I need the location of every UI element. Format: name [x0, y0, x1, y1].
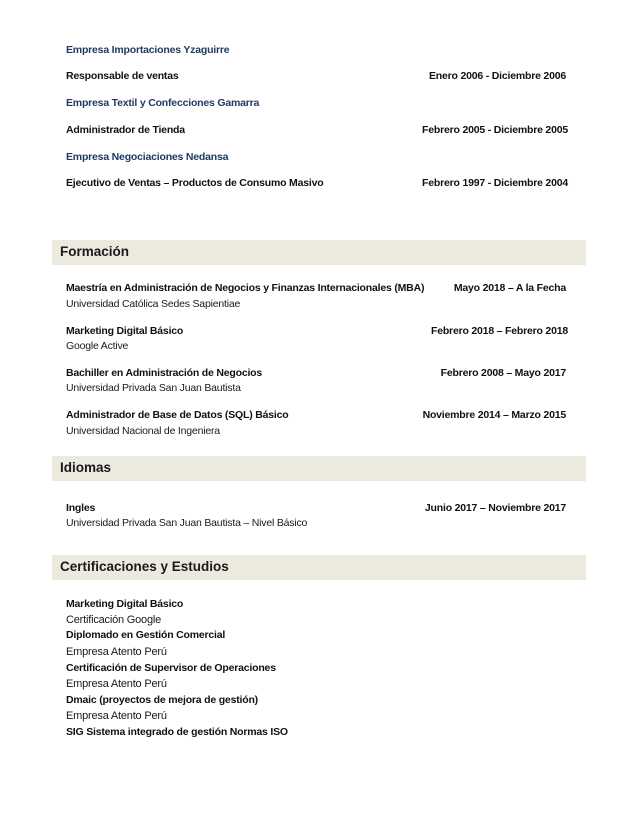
- job-dates: Enero 2006 - Diciembre 2006: [428, 70, 566, 82]
- section-header-formacion: [52, 240, 586, 265]
- section-title: Idiomas: [60, 460, 112, 475]
- education-title: Maestría en Administración de Negocios y Finanzas Internacionales (MBA): [66, 282, 425, 294]
- section-header-certificaciones: [52, 555, 586, 580]
- certification-title: SIG Sistema integrado de gestión Normas ISO: [66, 726, 288, 738]
- job-company: Empresa Importaciones Yzaguirre: [66, 44, 230, 56]
- certification-title: Diplomado en Gestión Comercial: [66, 629, 226, 641]
- job-title: Administrador de Tienda: [66, 124, 185, 136]
- certification-institution: Empresa Atento Perú: [66, 678, 167, 690]
- language-title: Ingles: [66, 502, 96, 514]
- education-dates: Febrero 2018 – Febrero 2018: [430, 325, 568, 337]
- education-institution: Universidad Nacional de Ingeniera: [66, 425, 220, 437]
- education-institution: Universidad Católica Sedes Sapientiae: [66, 298, 241, 310]
- section-title: Formación: [60, 244, 130, 259]
- language-dates: Junio 2017 – Noviembre 2017: [424, 502, 566, 514]
- education-title: Bachiller en Administración de Negocios: [66, 367, 263, 379]
- language-institution: Universidad Privada San Juan Bautista – Nivel Básico: [66, 517, 308, 529]
- certification-institution: Certificación Google: [66, 614, 162, 626]
- education-title: Administrador de Base de Datos (SQL) Básico: [66, 409, 289, 421]
- job-title: Ejecutivo de Ventas – Productos de Consumo Masivo: [66, 177, 324, 189]
- education-institution: Google Active: [66, 340, 129, 352]
- job-dates: Febrero 1997 - Diciembre 2004: [422, 177, 568, 189]
- certification-title: Marketing Digital Básico: [66, 598, 184, 610]
- section-header-idiomas: [52, 456, 586, 481]
- job-company: Empresa Textil y Confecciones Gamarra: [66, 97, 260, 109]
- job-title: Responsable de ventas: [66, 70, 179, 82]
- section-title: Certificaciones y Estudios: [60, 559, 229, 574]
- education-institution: Universidad Privada San Juan Bautista: [66, 382, 241, 394]
- education-dates: Febrero 2008 – Mayo 2017: [440, 367, 566, 379]
- certification-institution: Empresa Atento Perú: [66, 710, 167, 722]
- certification-institution: Empresa Atento Perú: [66, 646, 167, 658]
- job-dates: Febrero 2005 - Diciembre 2005: [422, 124, 568, 136]
- education-dates: Mayo 2018 – A la Fecha: [453, 282, 566, 294]
- certification-title: Dmaic (proyectos de mejora de gestión): [66, 694, 258, 706]
- certification-title: Certificación de Supervisor de Operaciones: [66, 662, 276, 674]
- education-title: Marketing Digital Básico: [66, 325, 184, 337]
- job-company: Empresa Negociaciones Nedansa: [66, 151, 229, 163]
- education-dates: Noviembre 2014 – Marzo 2015: [422, 409, 566, 421]
